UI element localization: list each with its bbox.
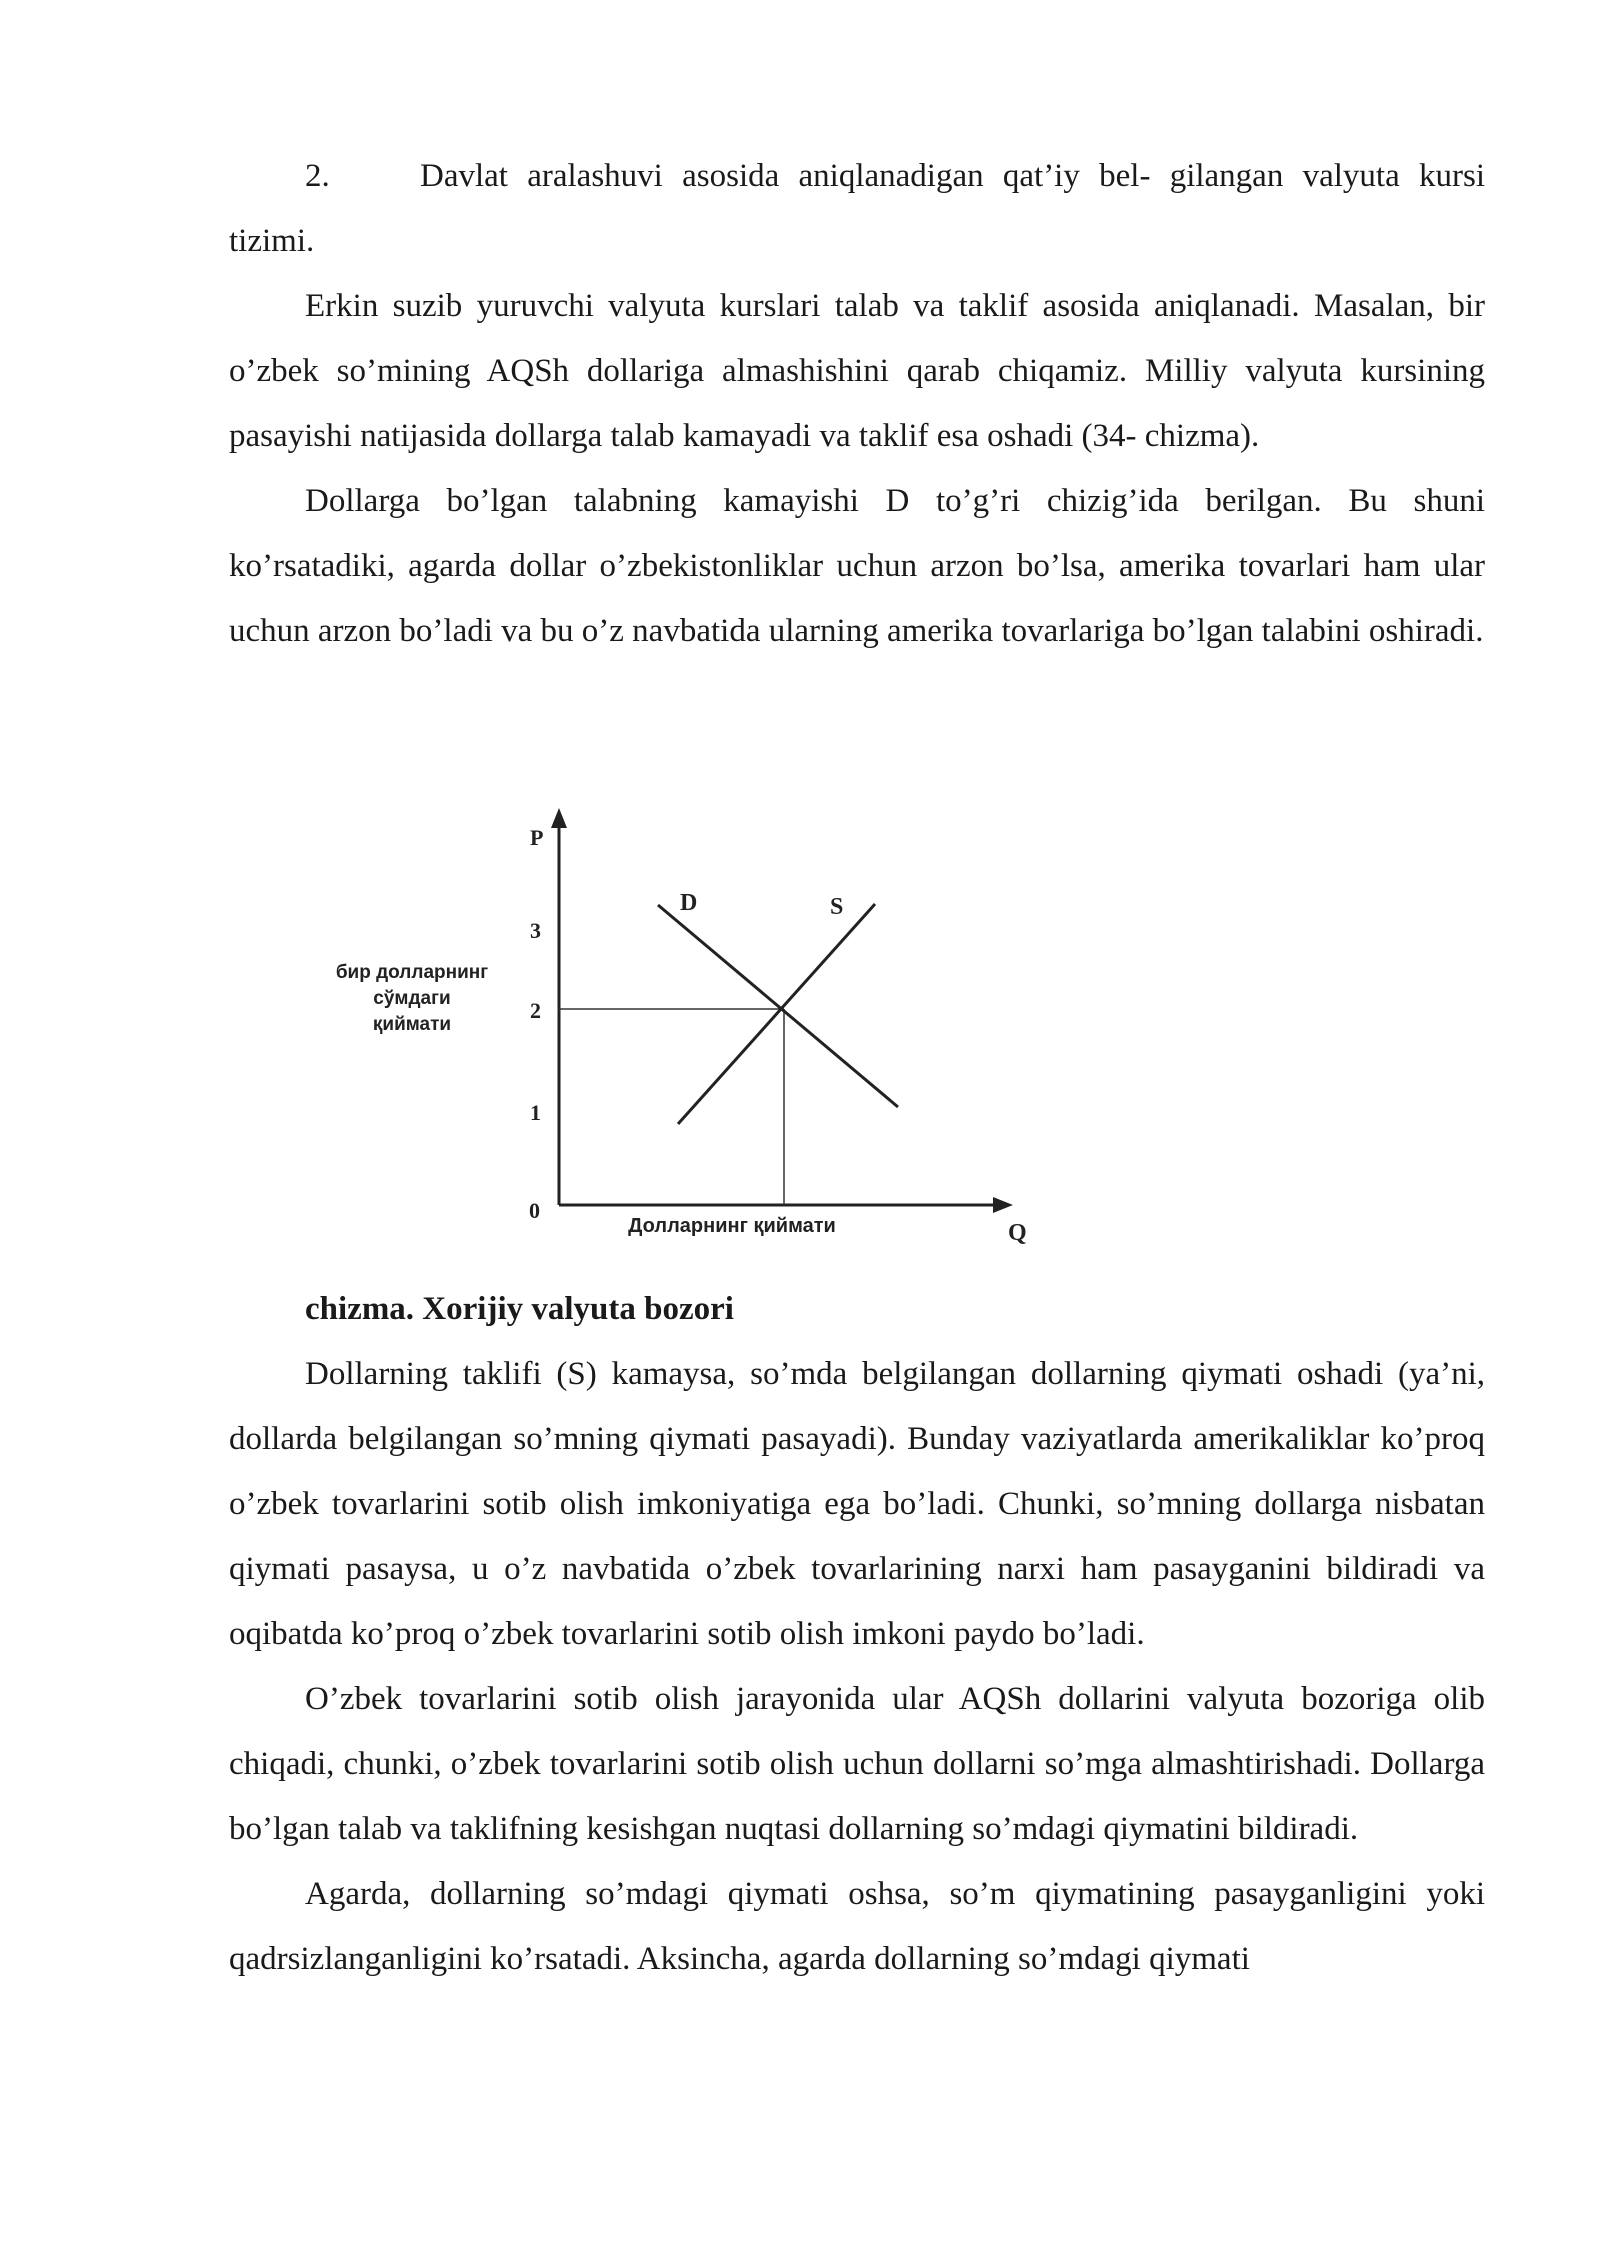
x-axis-label: Долларнинг қиймати [628,1215,836,1237]
numbered-paragraph [229,144,1485,274]
y-axis-label-line: сўмдаги [373,988,451,1009]
supply-demand-figure [300,800,1060,1260]
origin-label: 0 [529,1198,540,1223]
y-axis-letter: P [530,825,544,850]
paragraph: Dollarning taklifi (S) kamaysa, so’mda belgilangan dollarning qiymati oshadi (ya’ni, dollarda belgilangan so’mning qiymati pasayadi). Bunday vaziyatlarda amerikaliklar ko’proq o’zbek tovarlarini sotib olish imkoniyatiga ega bo’ladi. Chunki, so’mning dollarga nisbatan qiymati pasaysa, u o’z navbatida o’zbek tovarlarining narxi ham pasayganini bildiradi va oqibatda ko’proq o’zbek tovarlarini sotib olish imkoni paydo bo’ladi. [229,1356,1485,1652]
demand-line [658,905,898,1107]
x-axis-letter: Q [1008,1220,1027,1246]
figure-caption: chizma. Xorijiy valyuta bozori [305,1291,734,1327]
paragraph: Dollarga bo’lgan talabning kamayishi D to’g’ri chizig’ida berilgan. Bu shuni ko’rsatadiki, agarda dollar o’zbekistonliklar uchun arzon bo’lsa, amerika tovarlari ham ular uchun arzon bo’ladi va bu o’z navbatida ularning amerika tovarlariga bo’lgan talabini oshiradi. [229,483,1485,649]
text-block-bottom [229,1277,1485,1992]
paragraph-text: Davlat aralashuvi asosida aniqlanadigan qat’iy bel- gilangan valyuta kursi tizimi. [229,158,1485,259]
y-tick-label: 3 [530,918,541,943]
paragraph: Erkin suzib yuruvchi valyuta kurslari talab va taklif asosida aniqlanadi. Masalan, bir o’zbek so’mining AQSh dollariga almashishini qarab chiqamiz. Milliy valyuta kursining pasayishi natijasida dollarga talab kamayadi va taklif esa oshadi (34- chizma). [229,288,1485,454]
paragraph: Agarda, dollarning so’mdagi qiymati oshsa, so’m qiymatining pasayganligini yoki qadrsizlanganligini ko’rsatadi. Aksincha, agarda dollarning so’mdagi qiymati [229,1876,1485,1977]
y-axis-arrow [551,808,567,828]
y-axis-label-line: бир долларнинг [335,962,489,983]
supply-label: S [830,894,844,920]
y-tick-label: 2 [530,998,541,1023]
x-axis-arrow [993,1197,1013,1213]
paragraph: O’zbek tovarlarini sotib olish jarayonida ular AQSh dollarini valyuta bozoriga olib chiqadi, chunki, o’zbek tovarlarini sotib olish uchun dollarni so’mga almashtirishadi. Dollarga bo’lgan talab va taklifning kesishgan nuqtasi dollarning so’mdagi qiymatini bildiradi. [229,1681,1485,1847]
supply-line [678,904,875,1124]
figure-graphic [300,800,1060,1260]
y-axis-label-line: қиймати [372,1014,452,1035]
list-number: 2. [305,158,330,194]
text-block-top [229,144,1485,664]
y-tick-label: 1 [530,1100,541,1125]
demand-label: D [680,890,698,916]
